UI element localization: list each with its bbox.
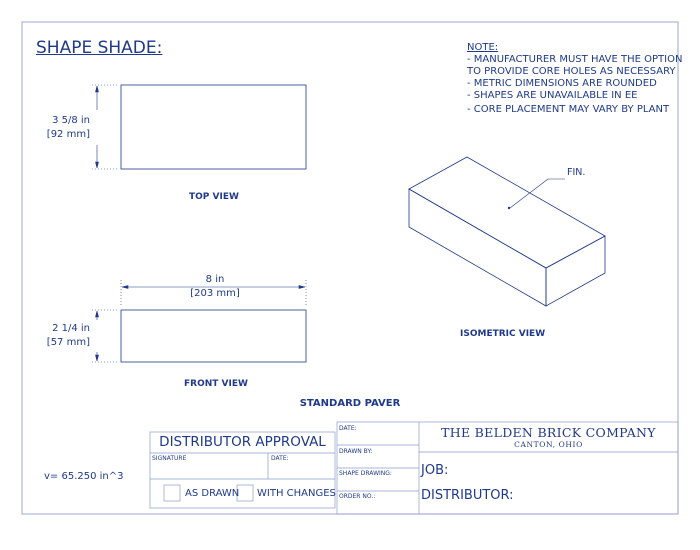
shape-drawing-label: SHAPE DRAWING: bbox=[339, 470, 392, 477]
front-view-width-in: 8 in bbox=[205, 274, 225, 285]
front-view-width-label bbox=[183, 273, 247, 301]
front-view-height-dimension bbox=[92, 310, 118, 362]
note-line: - SHAPES ARE UNAVAILABLE IN EE bbox=[467, 90, 638, 101]
front-view-width-mm: [203 mm] bbox=[190, 288, 240, 299]
front-view-rect bbox=[121, 310, 306, 362]
date-label: DATE: bbox=[339, 425, 357, 432]
volume-readout: v= 65.250 in^3 bbox=[44, 471, 124, 482]
top-view-height-mm: [92 mm] bbox=[46, 129, 90, 140]
job-label: JOB: bbox=[421, 463, 449, 478]
signature-field-label: SIGNATURE bbox=[152, 455, 187, 462]
note-line: TO PROVIDE CORE HOLES AS NECESSARY bbox=[467, 66, 676, 77]
with-changes-label: WITH CHANGES bbox=[257, 488, 336, 499]
signature-field[interactable] bbox=[150, 453, 268, 479]
front-view-height-mm: [57 mm] bbox=[46, 337, 90, 348]
approval-date-label: DATE: bbox=[271, 455, 289, 462]
top-view-height-in: 3 5/8 in bbox=[52, 115, 90, 126]
order-no-label: ORDER NO.: bbox=[339, 493, 376, 500]
drawing-title: SHAPE SHADE: bbox=[36, 38, 163, 58]
as-drawn-checkbox[interactable] bbox=[164, 485, 180, 501]
note-line: - CORE PLACEMENT MAY VARY BY PLANT bbox=[467, 104, 670, 115]
fin-label: FIN. bbox=[567, 167, 586, 178]
note-line: - METRIC DIMENSIONS ARE ROUNDED bbox=[467, 78, 657, 89]
front-view-label: FRONT VIEW bbox=[184, 379, 248, 389]
drawn-by-label: DRAWN BY: bbox=[339, 448, 373, 455]
top-view-height-label bbox=[47, 114, 90, 142]
top-view-height-dimension bbox=[92, 85, 118, 169]
product-name: STANDARD PAVER bbox=[299, 398, 401, 409]
note-line: - MANUFACTURER MUST HAVE THE OPTION bbox=[467, 54, 683, 65]
company-city: CANTON, OHIO bbox=[514, 440, 583, 449]
as-drawn-label: AS DRAWN bbox=[185, 488, 240, 499]
top-view-label: TOP VIEW bbox=[189, 192, 239, 202]
front-view-height-in: 2 1/4 in bbox=[52, 323, 90, 334]
approval-title: DISTRIBUTOR APPROVAL bbox=[159, 434, 326, 450]
notes-block bbox=[467, 42, 682, 116]
isometric-view-label: ISOMETRIC VIEW bbox=[460, 329, 546, 339]
top-view-rect bbox=[121, 85, 306, 169]
company-name: THE BELDEN BRICK COMPANY bbox=[441, 425, 656, 440]
with-changes-checkbox[interactable] bbox=[237, 485, 253, 501]
front-view-height-label bbox=[47, 322, 90, 350]
fin-leader bbox=[508, 179, 565, 209]
notes-heading: NOTE: bbox=[467, 42, 499, 53]
distributor-label: DISTRIBUTOR: bbox=[421, 488, 514, 503]
isometric-brick bbox=[409, 157, 605, 306]
approval-date-field[interactable] bbox=[268, 453, 335, 479]
